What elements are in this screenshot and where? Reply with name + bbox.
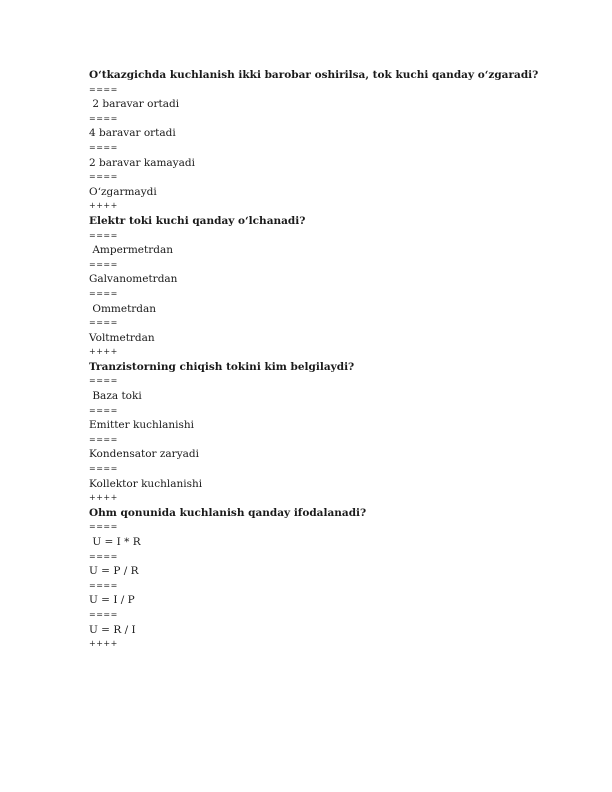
question-block-2 — [89, 214, 589, 360]
option-text: U = I / P — [89, 594, 135, 607]
option-text: 2 baravar ortadi — [89, 98, 180, 111]
option-text: 2 baravar kamayadi — [89, 156, 195, 169]
question-block-3 — [89, 360, 589, 506]
option-text: 4 baravar ortadi — [89, 127, 176, 140]
question-end-marker: ++++ — [89, 201, 118, 211]
option-separator: ==== — [89, 434, 118, 444]
option-text: Kollektor kuchlanishi — [89, 477, 203, 490]
option-separator: ==== — [89, 580, 118, 590]
question-block-4 — [89, 506, 589, 652]
option-separator: ==== — [89, 376, 118, 386]
question-text: Elektr toki kuchi qanday o‘lchanadi? — [89, 214, 306, 227]
option-separator: ==== — [89, 230, 118, 240]
question-text: Tranzistorning chiqish tokini kim belgilaydi? — [89, 360, 355, 373]
document-page — [89, 68, 589, 652]
option-separator: ==== — [89, 522, 118, 532]
option-separator: ==== — [89, 464, 118, 474]
option-text: Galvanometrdan — [89, 273, 178, 286]
option-separator: ==== — [89, 113, 118, 123]
option-separator: ==== — [89, 84, 118, 94]
question-text: Ohm qonunida kuchlanish qanday ifodalanadi? — [89, 506, 367, 519]
option-separator: ==== — [89, 142, 118, 152]
question-text: O‘tkazgichda kuchlanish ikki barobar oshirilsa, tok kuchi qanday o‘zgaradi? — [89, 69, 539, 81]
option-text: Kondensator zaryadi — [89, 448, 199, 461]
option-separator: ==== — [89, 551, 118, 561]
question-end-marker: ++++ — [89, 347, 118, 357]
option-separator: ==== — [89, 609, 118, 619]
option-separator: ==== — [89, 288, 118, 298]
question-end-marker: ++++ — [89, 639, 118, 649]
option-text: U = P / R — [89, 565, 139, 578]
option-separator: ==== — [89, 172, 118, 182]
option-text: Voltmetrdan — [89, 331, 155, 344]
option-separator: ==== — [89, 405, 118, 415]
option-text: U = R / I — [89, 623, 136, 636]
option-text: Ommetrdan — [89, 302, 157, 315]
option-separator: ==== — [89, 318, 118, 328]
option-text: U = I * R — [89, 536, 141, 548]
question-end-marker: ++++ — [89, 493, 118, 503]
option-separator: ==== — [89, 259, 118, 269]
option-text: O‘zgarmaydi — [89, 185, 157, 198]
option-text: Emitter kuchlanishi — [89, 419, 195, 432]
question-block-1 — [89, 68, 589, 214]
option-text: Baza toki — [89, 390, 142, 403]
option-text: Ampermetrdan — [89, 244, 173, 257]
